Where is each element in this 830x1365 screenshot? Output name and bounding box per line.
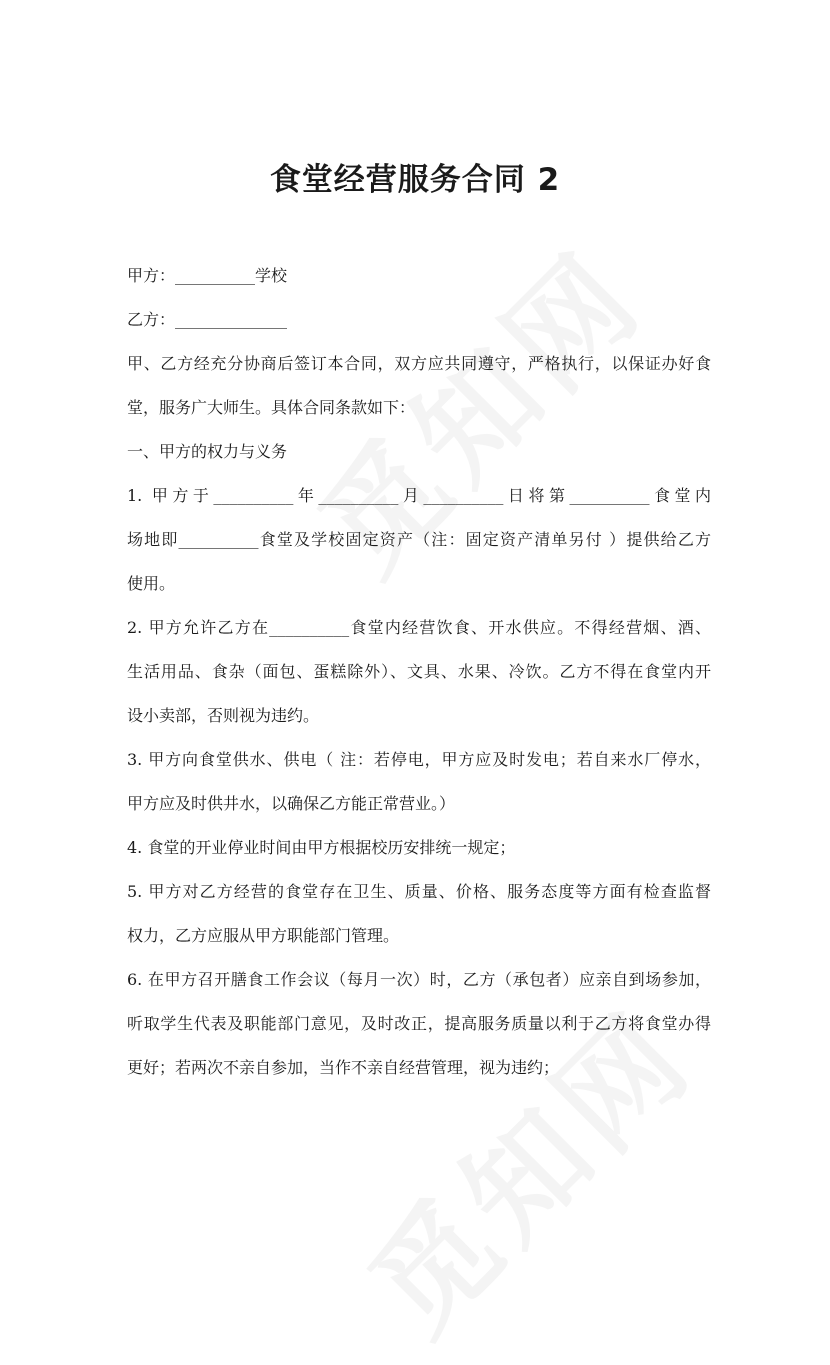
text-line: 2. 甲方允许乙方在__________食堂内经营饮食、开水供应。不得经营烟、酒、 — [127, 618, 711, 637]
text-line: 乙方：______________ — [127, 310, 288, 329]
text-line: 6. 在甲方召开膳食工作会议（每月一次）时，乙方（承包者）应亲自到场参加， — [127, 970, 711, 989]
text-line: 3. 甲方向食堂供水、供电（ 注：若停电，甲方应及时发电；若自来水厂停水， — [127, 750, 711, 769]
text-line: 生活用品、食杂（面包、蛋糕除外）、文具、水果、冷饮。乙方不得在食堂内开 — [127, 662, 711, 681]
text-line: 甲方：__________学校 — [127, 266, 288, 285]
text-line: 堂，服务广大师生。具体合同条款如下： — [127, 398, 416, 417]
text-line: 场地即__________食堂及学校固定资产（注：固定资产清单另付 ）提供给乙方 — [127, 530, 711, 549]
document-body — [127, 260, 711, 1096]
text-line: 甲、乙方经充分协商后签订本合同，双方应共同遵守，严格执行，以保证办好食 — [127, 354, 711, 373]
document-title: 食堂经营服务合同 2 — [269, 162, 561, 198]
text-line: 5. 甲方对乙方经营的食堂存在卫生、质量、价格、服务态度等方面有检查监督 — [127, 882, 711, 901]
text-line: 更好；若两次不亲自参加，当作不亲自经营管理，视为违约； — [127, 1058, 560, 1077]
text-line: 听取学生代表及职能部门意见，及时改正，提高服务质量以利于乙方将食堂办得 — [127, 1014, 711, 1033]
text-line: 甲方应及时供井水，以确保乙方能正常营业。） — [127, 794, 456, 813]
text-line: 1. 甲方于__________年__________月__________日将第__________食堂内 — [127, 486, 711, 505]
text-line: 使用。 — [127, 574, 176, 593]
text-line: 设小卖部，否则视为违约。 — [127, 706, 320, 725]
text-line: 一、甲方的权力与义务 — [127, 442, 288, 461]
text-line: 权力，乙方应服从甲方职能部门管理。 — [127, 926, 400, 945]
text-line: 4. 食堂的开业停业时间由甲方根据校历安排统一规定； — [127, 838, 516, 857]
